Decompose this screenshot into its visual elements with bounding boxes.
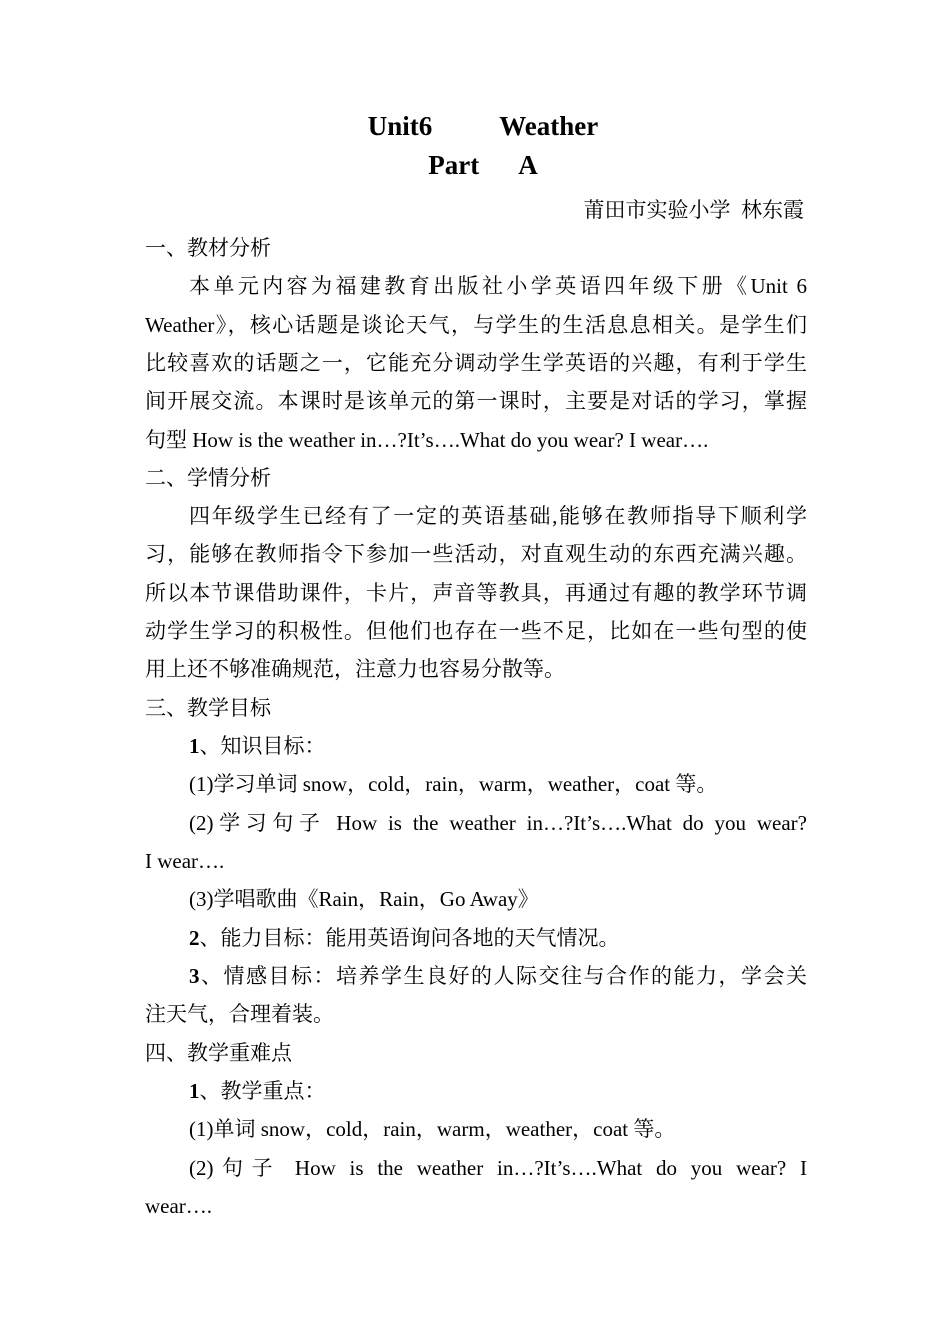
goal-label: 、知识目标： [199, 734, 326, 758]
goal-emotion [189, 960, 807, 992]
goal-number: 1 [189, 734, 200, 758]
document-subtitle: Part A [428, 150, 538, 180]
goal-item: (1)学习单词 snow，cold，rain，warm，weather，coat 等。 [189, 772, 718, 796]
paragraph-line: 习，能够在教师指令下参加一些活动，对直观生动的东西充满兴趣。 [145, 542, 807, 566]
goal-text: 、能力目标：能用英语询问各地的天气情况。 [199, 926, 620, 950]
section-heading-key-points: 四、教学重难点 [145, 1041, 292, 1065]
goal-number: 2 [189, 926, 200, 950]
section-heading-textbook-analysis: 一、教材分析 [145, 236, 271, 260]
key-point-item: (1)单词 snow，cold，rain，warm，weather，coat 等。 [189, 1117, 676, 1141]
paragraph-line: 比较喜欢的话题之一，它能充分调动学生学英语的兴趣，有利于学生 [145, 351, 807, 375]
section-heading-teaching-goals: 三、教学目标 [145, 696, 271, 720]
goal-ability [189, 922, 807, 954]
goal-text: 、情感目标：培养学生良好的人际交往与合作的能力，学会关 [199, 964, 807, 988]
author-line: 莆田市实验小学 林东霞 [583, 198, 804, 222]
key-point-number: 1 [189, 1079, 200, 1103]
goal-item-continued: I wear…. [145, 849, 225, 873]
paragraph-line: 四年级学生已经有了一定的英语基础,能够在教师指导下顺利学 [189, 504, 807, 528]
paragraph-line: Weather》，核心话题是谈论天气，与学生的生活息息相关。是学生们 [145, 313, 807, 337]
key-point-heading [189, 1075, 807, 1107]
goal-knowledge [189, 730, 807, 762]
key-point-item-continued: wear…. [145, 1194, 213, 1218]
paragraph-line: 句型 How is the weather in…?It’s….What do you wear? I wear…. [145, 428, 709, 452]
goal-item: (3)学唱歌曲《Rain，Rain，Go Away》 [189, 887, 539, 911]
goal-item: (2)学习句子 How is the weather in…?It’s….What do you wear? [189, 811, 807, 835]
goal-text-continued: 注天气，合理着装。 [145, 1002, 334, 1026]
paragraph-line: 动学生学习的积极性。但他们也存在一些不足，比如在一些句型的使 [145, 619, 807, 643]
goal-number: 3 [189, 964, 200, 988]
section-heading-student-analysis: 二、学情分析 [145, 466, 271, 490]
paragraph-line: 所以本节课借助课件，卡片，声音等教具，再通过有趣的教学环节调 [145, 581, 807, 605]
document-title: Unit6 Weather [367, 111, 599, 141]
key-point-item: (2)句子 How is the weather in…?It’s….What do you wear? I [189, 1156, 807, 1180]
paragraph-line: 用上还不够准确规范，注意力也容易分散等。 [145, 657, 565, 681]
paragraph-line: 间开展交流。本课时是该单元的第一课时，主要是对话的学习，掌握 [145, 389, 807, 413]
key-point-label: 、教学重点： [199, 1079, 326, 1103]
paragraph-line: 本单元内容为福建教育出版社小学英语四年级下册《Unit 6 [189, 274, 807, 298]
